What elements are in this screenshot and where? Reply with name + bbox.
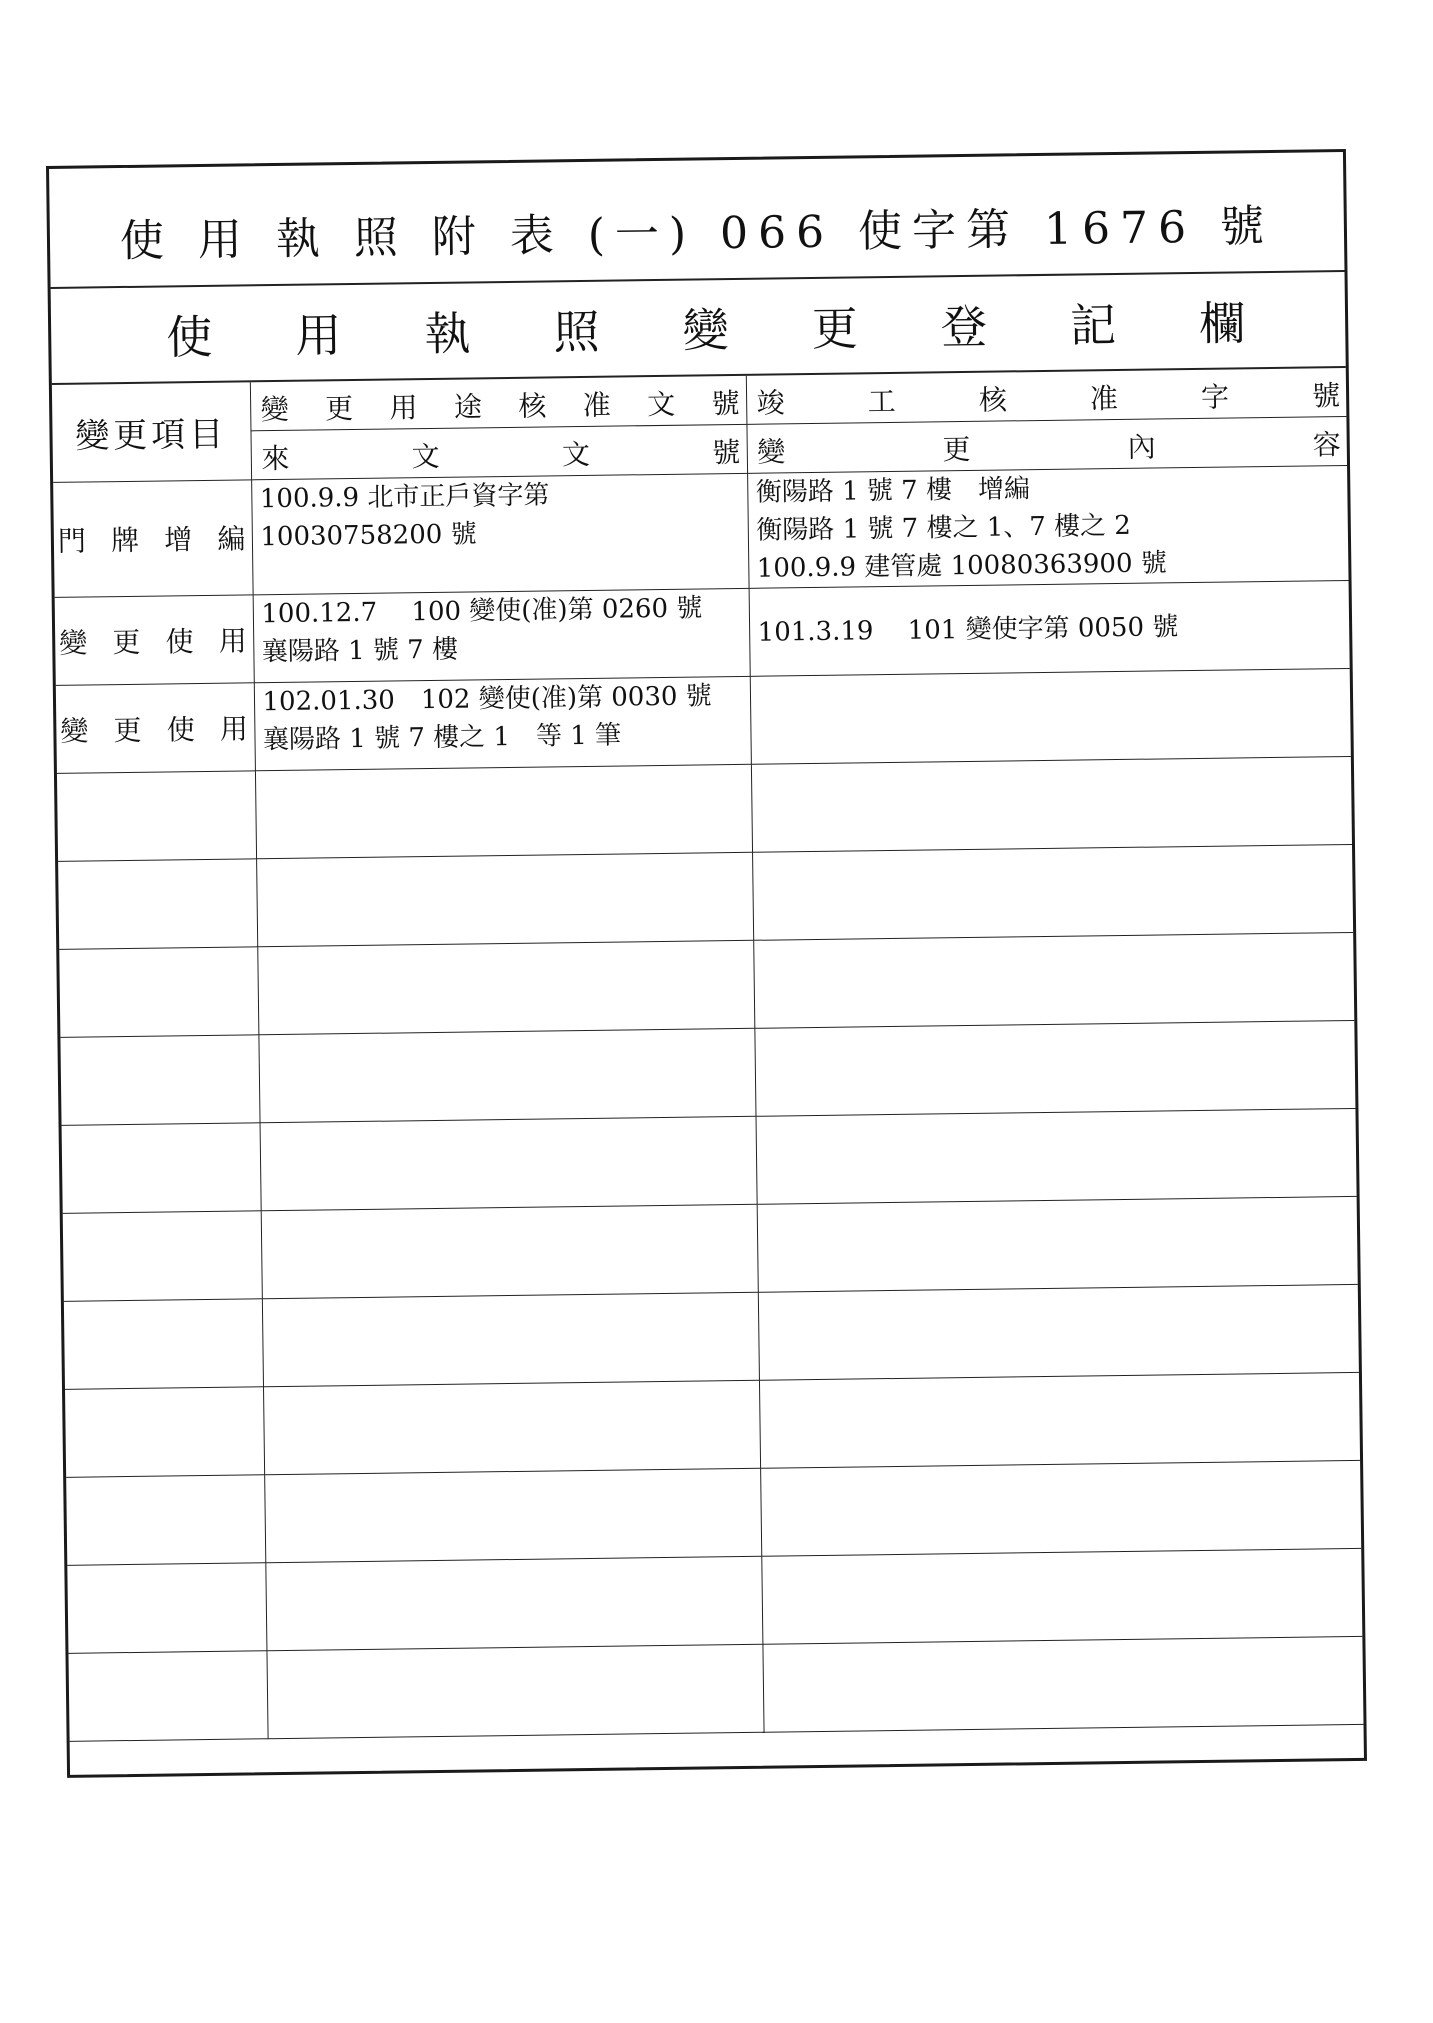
blank-row <box>58 844 1353 949</box>
item-char: 牌 <box>110 523 140 558</box>
subtitle-char: 使 <box>165 309 213 365</box>
header-char: 更 <box>324 392 354 426</box>
completion-line: 100.9.9 建管處 10080363900 號 <box>756 548 1167 584</box>
item-char: 更 <box>113 713 142 747</box>
header-char: 號 <box>712 435 741 470</box>
item-char: 編 <box>217 522 246 556</box>
blank-cell <box>58 859 257 950</box>
blank-cell <box>264 1468 761 1562</box>
header-char: 內 <box>1127 430 1156 464</box>
blank-row <box>64 1284 1359 1389</box>
item-char: 變 <box>59 626 88 660</box>
header-char: 竣 <box>756 386 785 420</box>
header-char: 用 <box>389 391 418 425</box>
approval-line: 102.01.30 102 變使(准)第 0030 號 <box>262 681 712 718</box>
blank-cell <box>67 1563 266 1654</box>
completion-line: 101.3.19 101 變使字第 0050 號 <box>757 611 1179 648</box>
subtitle-char: 用 <box>295 308 342 363</box>
header-incoming-doc-no <box>250 424 747 479</box>
header-char: 變 <box>260 392 289 427</box>
subtitle-char: 照 <box>553 304 600 360</box>
form-title: 使 用 執 照 附 表 (一) 066 使字第 1676 號 <box>49 152 1344 289</box>
item-char: 使 <box>165 624 194 658</box>
blank-cell <box>759 1372 1360 1468</box>
approval-line: 襄陽路 1 號 7 樓 <box>261 634 459 668</box>
subtitle-char: 更 <box>811 301 859 356</box>
form-subtitle <box>51 272 1346 385</box>
blank-cell <box>760 1460 1361 1556</box>
item-char: 用 <box>218 623 247 658</box>
item-char: 用 <box>219 711 249 746</box>
blank-row <box>62 1108 1357 1213</box>
blank-cell <box>762 1636 1363 1732</box>
blank-cell <box>262 1292 759 1386</box>
blank-row <box>59 932 1354 1037</box>
header-char: 准 <box>1089 381 1119 416</box>
subtitle-char: 登 <box>940 299 988 355</box>
blank-row <box>63 1196 1358 1301</box>
blank-cell <box>753 932 1354 1028</box>
header-char: 文 <box>646 387 676 422</box>
change-item-cell <box>53 480 252 598</box>
header-char: 容 <box>1312 428 1341 462</box>
item-char: 變 <box>60 713 89 748</box>
header-char: 號 <box>1311 379 1341 413</box>
blank-cell <box>266 1644 763 1738</box>
header-char: 來 <box>261 441 290 476</box>
license-form <box>46 149 1367 1778</box>
completion-cell <box>747 465 1348 588</box>
header-change-item: 變更項目 <box>52 382 251 482</box>
blank-cell <box>751 756 1352 852</box>
change-item-cell <box>56 683 255 774</box>
blank-cell <box>261 1204 758 1298</box>
header-char: 核 <box>978 383 1008 417</box>
blank-cell <box>62 1123 261 1214</box>
header-char: 字 <box>1200 380 1230 414</box>
blank-cell <box>757 1196 1358 1292</box>
blank-cell <box>258 1028 755 1122</box>
blank-cell <box>754 1020 1355 1116</box>
approval-cell <box>253 588 750 682</box>
completion-line: 衡陽路 1 號 7 樓 增編 <box>755 474 1031 508</box>
blank-cell <box>64 1299 263 1390</box>
blank-row <box>65 1372 1360 1477</box>
subtitle-char: 變 <box>682 303 730 358</box>
blank-cell <box>57 771 256 862</box>
approval-cell <box>251 473 748 594</box>
blank-row <box>57 756 1352 861</box>
table-row <box>55 580 1350 685</box>
blank-cell <box>59 947 258 1038</box>
header-char: 變 <box>757 435 786 469</box>
blank-cell <box>752 844 1353 940</box>
blank-row <box>68 1636 1363 1741</box>
header-char: 工 <box>867 384 896 419</box>
blank-cell <box>66 1475 265 1566</box>
change-item-cell <box>55 595 254 686</box>
blank-cell <box>63 1211 262 1302</box>
item-char: 門 <box>57 524 87 558</box>
blank-cell <box>255 764 752 858</box>
blank-cell <box>755 1108 1356 1204</box>
header-char: 文 <box>411 439 440 474</box>
header-char: 更 <box>942 432 971 467</box>
approval-line: 100.9.9 北市正戶資字第 <box>259 480 550 515</box>
header-char: 文 <box>561 437 591 472</box>
subtitle-char: 執 <box>424 306 471 362</box>
blank-cell <box>60 1035 259 1126</box>
subtitle-char: 欄 <box>1198 296 1246 351</box>
approval-line: 100.12.7 100 變使(准)第 0260 號 <box>261 593 703 630</box>
blank-cell <box>68 1651 267 1742</box>
table-row <box>56 668 1351 773</box>
completion-cell <box>749 580 1350 676</box>
completion-line: 衡陽路 1 號 7 樓之 1、7 樓之 2 <box>756 510 1132 546</box>
item-char: 使 <box>166 712 195 746</box>
header-change-content <box>746 416 1347 473</box>
blank-cell <box>758 1284 1359 1380</box>
blank-cell <box>761 1548 1362 1644</box>
change-register-table <box>52 368 1364 1742</box>
header-completion-no <box>746 368 1347 424</box>
blank-cell <box>256 852 753 946</box>
approval-cell <box>254 676 751 770</box>
item-char: 更 <box>112 625 141 659</box>
item-char: 增 <box>164 523 193 557</box>
header-approval-no <box>250 376 747 431</box>
blank-cell <box>65 1387 264 1478</box>
table-row <box>53 465 1348 597</box>
blank-row <box>67 1548 1362 1653</box>
header-char: 號 <box>711 386 740 421</box>
blank-cell <box>265 1556 762 1650</box>
blank-cell <box>263 1380 760 1474</box>
approval-line: 10030758200 號 <box>260 519 477 553</box>
header-char: 核 <box>518 389 547 423</box>
approval-line: 襄陽路 1 號 7 樓之 1 等 1 筆 <box>262 720 622 756</box>
blank-row <box>66 1460 1361 1565</box>
blank-cell <box>257 940 754 1034</box>
completion-cell <box>750 668 1351 764</box>
subtitle-char: 記 <box>1069 298 1117 353</box>
blank-cell <box>260 1116 757 1210</box>
header-char: 途 <box>453 390 483 424</box>
header-char: 准 <box>582 388 612 422</box>
blank-row <box>60 1020 1355 1125</box>
